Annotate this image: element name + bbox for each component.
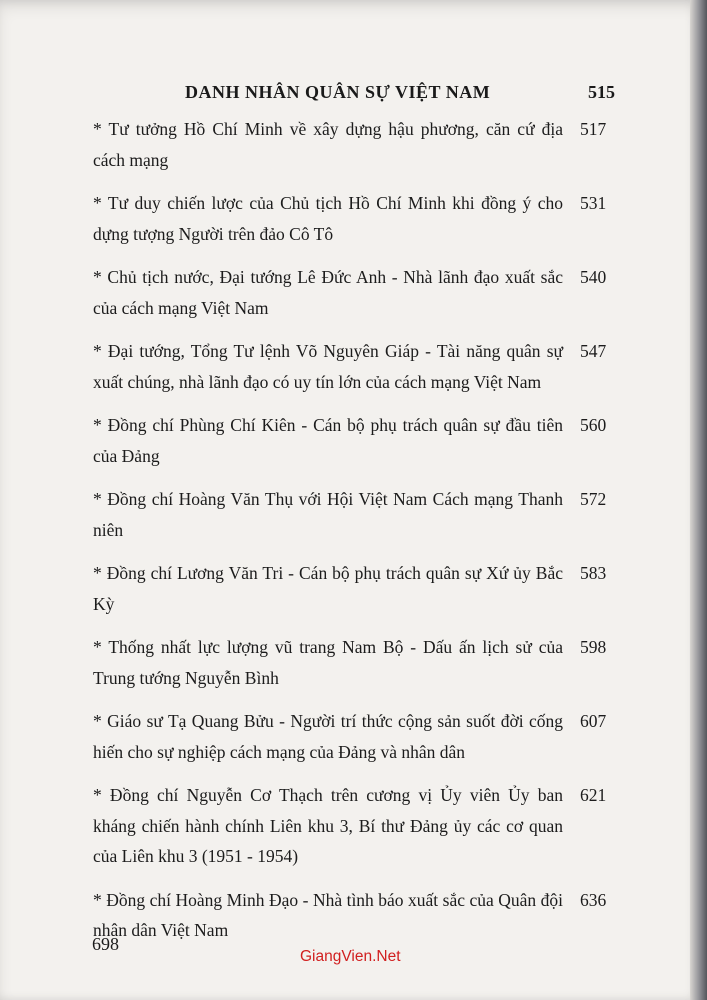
- toc-entry-title: * Tư duy chiến lược của Chủ tịch Hồ Chí Minh khi đồng ý cho dựng tượng Người trên đảo Cô Tô: [93, 193, 563, 244]
- running-header-page: 515: [588, 82, 615, 102]
- toc-entry-page: 636: [580, 889, 607, 910]
- toc-entry: [0, 632, 700, 693]
- book-spine-edge: [690, 0, 707, 1000]
- page-number: 698: [92, 934, 119, 954]
- toc-entry: [0, 114, 700, 175]
- toc-entry: [0, 706, 700, 767]
- toc-entry-title: * Chủ tịch nước, Đại tướng Lê Đức Anh - Nhà lãnh đạo xuất sắc của cách mạng Việt Nam: [93, 267, 563, 318]
- toc-entry: [0, 484, 700, 545]
- toc-entry-page: 540: [580, 267, 607, 287]
- toc-entry-title: * Giáo sư Tạ Quang Bửu - Người trí thức cộng sản suốt đời cống hiến cho sự nghiệp cách mạng của Đảng và nhân dân: [93, 711, 563, 762]
- watermark: GiangVien.Net: [300, 948, 401, 965]
- toc-entry: [0, 262, 700, 323]
- toc-entry: [0, 780, 700, 872]
- toc-entry: [0, 410, 700, 471]
- toc-entry-title: * Đồng chí Hoàng Văn Thụ với Hội Việt Nam Cách mạng Thanh niên: [93, 489, 563, 540]
- toc-entry-title: * Đồng chí Phùng Chí Kiên - Cán bộ phụ trách quân sự đầu tiên của Đảng: [93, 415, 563, 466]
- toc-entry-page: 583: [580, 563, 607, 583]
- toc-entry-title: * Thống nhất lực lượng vũ trang Nam Bộ - Dấu ấn lịch sử của Trung tướng Nguyễn Bình: [93, 637, 563, 688]
- toc-entry-page: 598: [580, 637, 607, 657]
- toc-entry: [0, 188, 700, 249]
- toc-entry-page: 621: [580, 785, 607, 805]
- toc-entry-title: * Đồng chí Lương Văn Tri - Cán bộ phụ trách quân sự Xứ ủy Bắc Kỳ: [93, 563, 563, 614]
- toc-entry-page: 607: [580, 711, 607, 731]
- running-header-title: DANH NHÂN QUÂN SỰ VIỆT NAM: [185, 82, 491, 102]
- toc-entry: [0, 558, 700, 619]
- toc-entry-page: 517: [580, 119, 607, 139]
- toc-entry-page: 531: [580, 193, 607, 213]
- toc-entry-page: 547: [580, 341, 607, 361]
- toc-entry-page: 572: [580, 489, 607, 509]
- toc-entry: [0, 336, 700, 397]
- toc-entry-title: * Đồng chí Nguyễn Cơ Thạch trên cương vị Ủy viên Ủy ban kháng chiến hành chính Liên khu 3, Bí thư Đảng ủy các cơ quan của Liên khu 3 (1951 - 1954): [93, 785, 563, 866]
- toc-entry-title: * Đại tướng, Tổng Tư lệnh Võ Nguyên Giáp - Tài năng quân sự xuất chúng, nhà lãnh đạo có uy tín lớn của cách mạng Việt Nam: [93, 341, 563, 392]
- toc-entry-page: 560: [580, 415, 607, 435]
- toc-entry-title: * Đồng chí Hoàng Minh Đạo - Nhà tình báo xuất sắc của Quân đội nhân dân Việt Nam: [93, 889, 563, 940]
- toc-entry-title: * Tư tưởng Hồ Chí Minh về xây dựng hậu phương, căn cứ địa cách mạng: [93, 119, 563, 170]
- running-header: [0, 82, 700, 112]
- table-of-contents: [0, 114, 700, 959]
